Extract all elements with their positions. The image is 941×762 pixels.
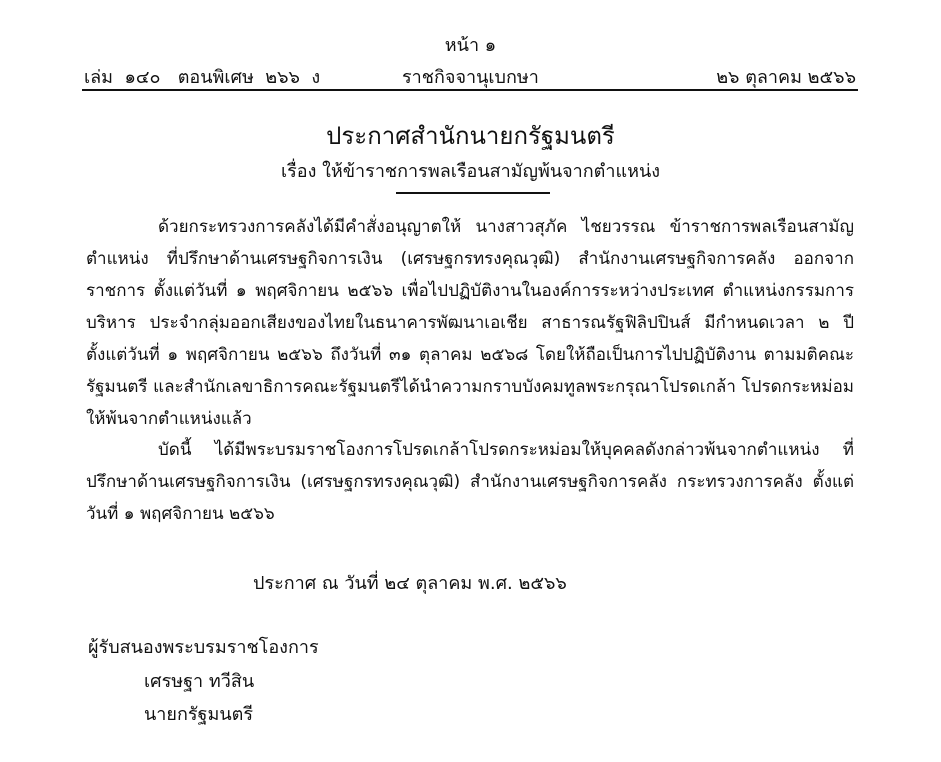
body-paragraph: ด้วยกระทรวงการคลังได้มีคำสั่งอนุญาตให้ นางสาวสุภัค ไชยวรรณ ข้าราชการพลเรือนสามัญ ตำแหน่ง ที่ปรึกษาด้านเศรษฐกิจการเงิน (เศรษฐกรทรงคุณวุฒิ) สำนักงานเศรษฐกิจการคลัง ออกจากราชการ ตั้งแต่วันที่ ๑ พฤศจิกายน ๒๕๖๖ เพื่อไปปฏิบัติงานในองค์การระหว่างประเทศ ตำแหน่งกรรมการบริหาร ประจำกลุ่มออกเสียงของไทยในธนาคารพัฒนาเอเชีย สาธารณรัฐฟิลิปปินส์ มีกำหนดเวลา ๒ ปี ตั้งแต่วันที่ ๑ พฤศจิกายน ๒๕๖๖ ถึงวันที่ ๓๑ ตุลาคม ๒๕๖๘ โดยให้ถือเป็นการไปปฏิบัติงาน ตามมติคณะรัฐมนตรี และสำนักเลขาธิการคณะรัฐมนตรีได้นำความกราบบังคมทูลพระกรุณาโปรดเกล้า โปรดกระหม่อมให้พ้นจากตำแหน่งแล้ว	[86, 217, 854, 429]
publication-name: ราชกิจจานุเบกษา	[402, 67, 539, 88]
document-title: ประกาศสำนักนายกรัฐมนตรี	[326, 122, 615, 150]
volume-issue: เล่ม ๑๔๐ ตอนพิเศษ ๒๖๖ ง	[84, 67, 321, 88]
signatory-name: เศรษฐา ทวีสิน	[144, 671, 255, 692]
announcement-date: ประกาศ ณ วันที่ ๒๔ ตุลาคม พ.ศ. ๒๕๖๖	[253, 573, 567, 594]
publication-date: ๒๖ ตุลาคม ๒๕๖๖	[716, 67, 856, 88]
title-divider	[396, 192, 550, 194]
header-divider	[82, 89, 858, 91]
signatory-role: ผู้รับสนองพระบรมราชโองการ	[88, 637, 319, 658]
page-number: หน้า ๑	[444, 35, 497, 56]
signatory-position: นายกรัฐมนตรี	[144, 704, 253, 725]
body-paragraph: บัดนี้ ได้มีพระบรมราชโองการโปรดเกล้าโปรดกระหม่อมให้บุคคลดังกล่าวพ้นจากตำแหน่ง ที่ปรึกษาด้านเศรษฐกิจการเงิน (เศรษฐกรทรงคุณวุฒิ) สำนักงานเศรษฐกิจการคลัง กระทรวงการคลัง ตั้งแต่วันที่ ๑ พฤศจิกายน ๒๕๖๖	[86, 440, 854, 524]
document-subject: เรื่อง ให้ข้าราชการพลเรือนสามัญพ้นจากตำแหน่ง	[280, 161, 661, 182]
gazette-header	[84, 62, 856, 88]
